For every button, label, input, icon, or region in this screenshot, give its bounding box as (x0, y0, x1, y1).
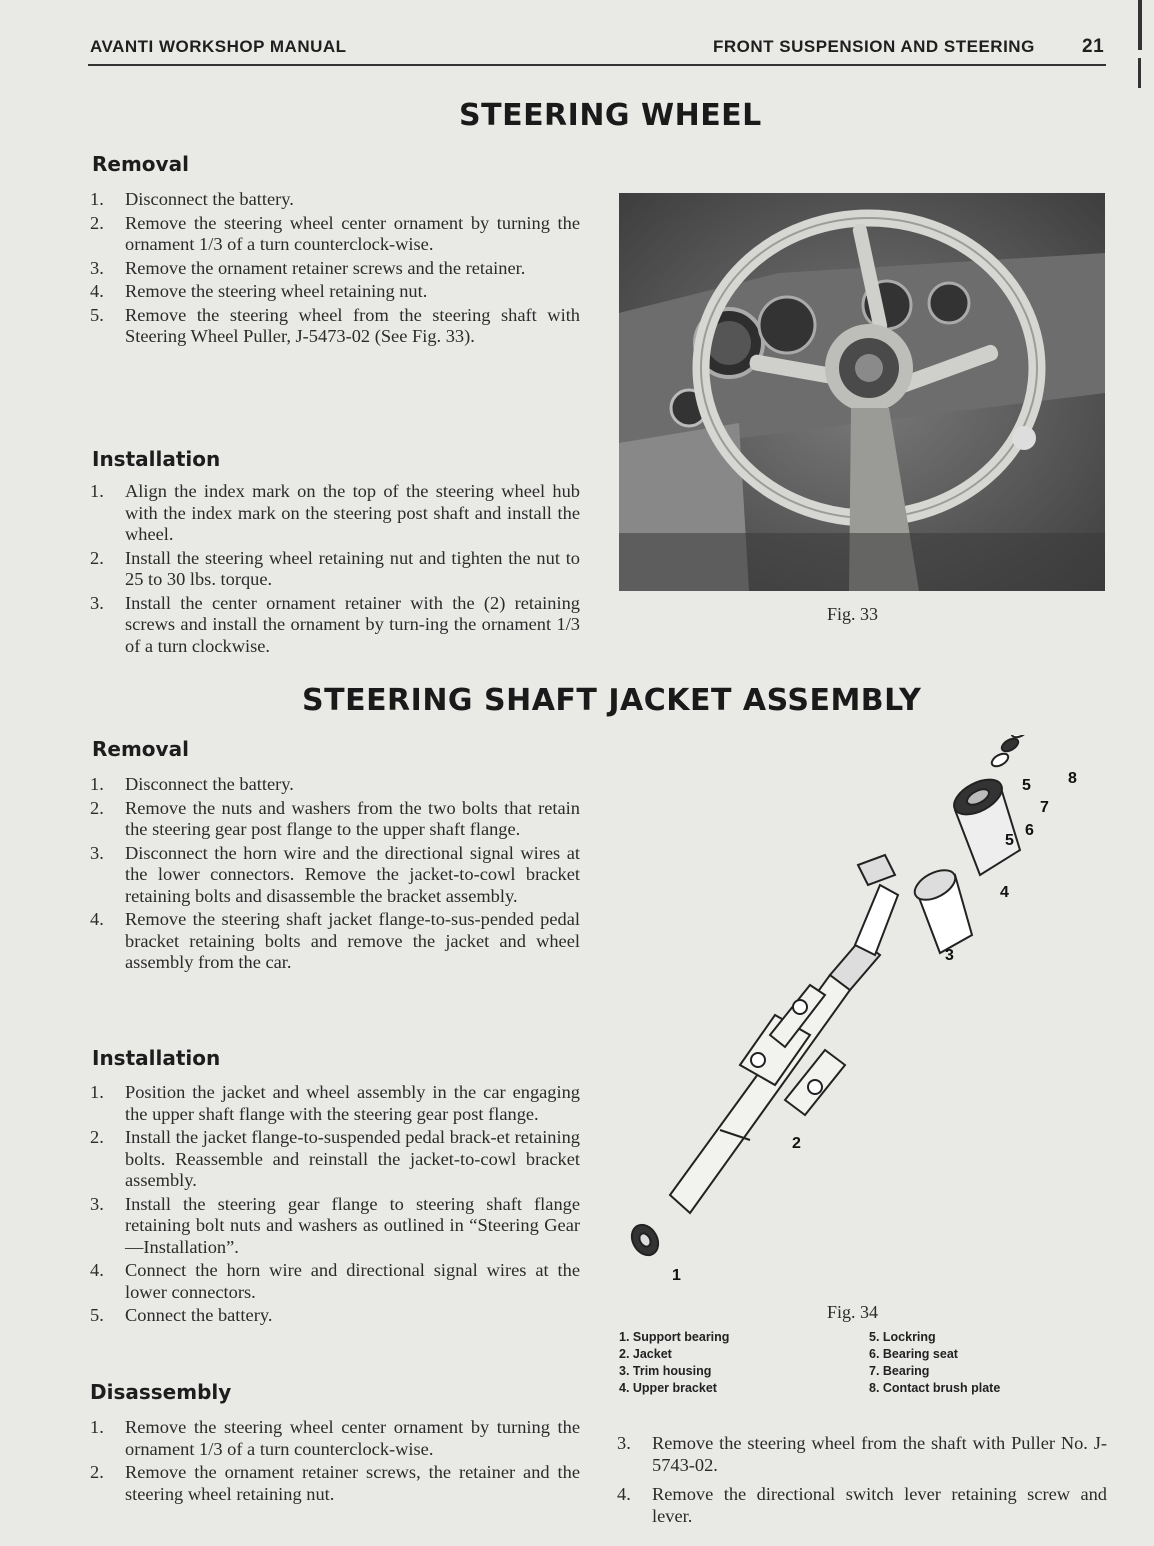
callout-5: 5 (1022, 777, 1031, 794)
legend-item: 1. Support bearing (619, 1330, 730, 1344)
section-title-jacket-assembly: STEERING SHAFT JACKET ASSEMBLY (302, 683, 922, 718)
legend-item: 6. Bearing seat (869, 1347, 958, 1361)
callout-4: 4 (1000, 884, 1009, 901)
installation-heading: Installation (92, 1046, 221, 1070)
list-item: 1. Remove the steering wheel center ornament by turning the ornament 1/3 of a turn counterclock-wise. (90, 1417, 580, 1459)
list-item: 4. Remove the steering shaft jacket flange-to-sus-pended pedal bracket retaining bolts and remove the jacket and wheel assembly from the car. (90, 909, 580, 972)
list-item: 3. Install the center ornament retainer with the (2) retaining screws and install the ornament by turn-ing the ornament 1/3 of a turn clockwise. (90, 592, 580, 656)
legend-item: 4. Upper bracket (619, 1381, 717, 1395)
installation-heading: Installation (92, 447, 221, 471)
list-item: 5. Connect the battery. (90, 1305, 273, 1325)
list-item: 2. Remove the ornament retainer screws, the retainer and the steering wheel retaining nut. (90, 1462, 580, 1504)
list-item: 2. Install the steering wheel retaining nut and tighten the nut to 25 to 30 lbs. torque. (90, 547, 580, 589)
legend-item: 7. Bearing (869, 1364, 930, 1378)
list-item: 2. Install the jacket flange-to-suspended pedal brack-et retaining bolts. Reassemble and reinstall the jacket-to-cowl bracket assembly. (90, 1127, 580, 1190)
figure-34-legend-left (619, 1329, 729, 1397)
removal-heading: Removal (92, 737, 189, 761)
list-item: 2. Remove the nuts and washers from the two bolts that retain the steering gear post flange to the upper shaft flange. (90, 797, 580, 839)
header-rule (88, 64, 1106, 66)
list-item: 3. Install the steering gear flange to steering shaft flange retaining bolt nuts and washers as outlined in “Steering Gear—Installation”. (90, 1193, 580, 1257)
page-number: 21 (1082, 36, 1105, 57)
disassembly-steps-right (617, 1433, 1107, 1529)
list-item: 1. Align the index mark on the top of the steering wheel hub with the index mark on the steering post shaft and install the wheel. (90, 481, 580, 544)
figure-34-caption: Fig. 34 (827, 1302, 879, 1322)
list-item: 4. Connect the horn wire and directional signal wires at the lower connectors. (90, 1260, 580, 1302)
jacket-exploded-diagram (600, 735, 1120, 1295)
list-item: 2. Remove the steering wheel center ornament by turning the ornament 1/3 of a turn counterclock-wise. (90, 212, 580, 254)
disassembly-heading: Disassembly (90, 1380, 232, 1404)
steering-wheel-photo (619, 193, 1105, 591)
list-item: 3. Remove the ornament retainer screws and the retainer. (90, 257, 526, 278)
running-header-section: FRONT SUSPENSION AND STEERING (713, 37, 1035, 56)
legend-item: 8. Contact brush plate (869, 1381, 1001, 1395)
jacket-installation-steps (90, 1082, 580, 1329)
legend-item: 3. Trim housing (619, 1364, 712, 1378)
list-item: 3. Disconnect the horn wire and the directional signal wires at the lower connectors. Remove the jacket-to-cowl bracket retaining bolts and disassemble the bracket assembly. (90, 842, 580, 906)
legend-item: 5. Lockring (869, 1330, 936, 1344)
callout-3: 3 (945, 947, 954, 964)
callout-2: 2 (792, 1135, 801, 1152)
section-title-steering-wheel: STEERING WHEEL (459, 98, 762, 133)
legend-item: 2. Jacket (619, 1347, 672, 1361)
callout-8: 8 (1068, 770, 1077, 787)
margin-mark (1138, 0, 1142, 50)
removal-heading: Removal (92, 152, 189, 176)
list-item: 4. Remove the directional switch lever retaining screw and lever. (617, 1484, 1107, 1526)
disassembly-steps-left (90, 1417, 580, 1507)
figure-34-legend-right (869, 1329, 1000, 1397)
list-item: 1. Position the jacket and wheel assembly in the car engaging the upper shaft flange with the steering gear post flange. (90, 1082, 580, 1124)
steering-wheel-removal-steps (90, 189, 580, 350)
callout-6: 6 (1025, 822, 1034, 839)
list-item: 5. Remove the steering wheel from the steering shaft with Steering Wheel Puller, J-5473-02 (See Fig. 33). (90, 304, 580, 346)
margin-mark (1138, 58, 1141, 88)
list-item: 1. Disconnect the battery. (90, 189, 294, 209)
list-item: 3. Remove the steering wheel from the shaft with Puller No. J-5743-02. (617, 1433, 1107, 1475)
callout-5: 5 (1005, 832, 1014, 849)
running-header-title: AVANTI WORKSHOP MANUAL (90, 37, 347, 56)
list-item: 4. Remove the steering wheel retaining nut. (90, 281, 428, 301)
list-item: 1. Disconnect the battery. (90, 774, 294, 794)
steering-wheel-illustration (619, 193, 1105, 591)
figure-33-caption: Fig. 33 (827, 604, 879, 624)
steering-wheel-installation-steps (90, 481, 580, 659)
callout-1: 1 (672, 1267, 681, 1284)
callout-7: 7 (1040, 799, 1049, 816)
jacket-removal-steps (90, 774, 580, 976)
